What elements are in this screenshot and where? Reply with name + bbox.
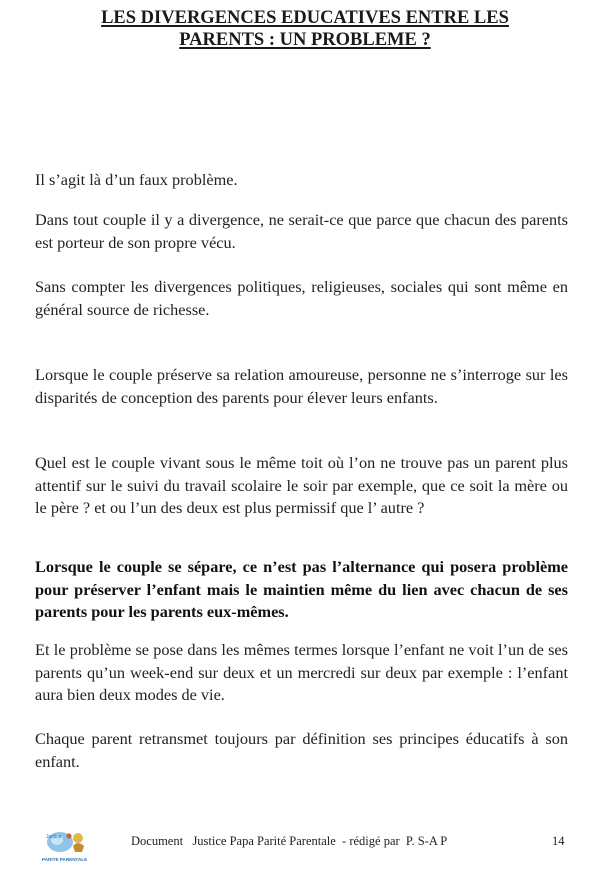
paragraph-6-emphasis: Lorsque le couple se sépare, ce n’est pas l’alternance qui posera problème pour préserver l’enfant mais le maintien même du lien avec chacun de ses parents pour les parents eux-mêmes. [35, 557, 568, 621]
page-title-line-1: LES DIVERGENCES EDUCATIVES ENTRE LES [101, 8, 509, 28]
paragraph-2: Dans tout couple il y a divergence, ne serait-ce que parce que chacun des parents est porteur de son propre vécu. [35, 210, 568, 252]
paragraph-5: Quel est le couple vivant sous le même toit où l’on ne trouve pas un parent plus attentif sur le suivi du travail scolaire le soir par exemple, que ce soit la mère ou le père ? et ou l’un des deux est plus permissif que l’ autre ? [35, 453, 568, 517]
page-title [40, 7, 570, 51]
footer-text: Document Justice Papa Parité Parentale - rédigé par P. S-A P [131, 834, 448, 848]
logo-text-justice: Justice [46, 834, 62, 840]
justice-papa-logo [40, 828, 100, 864]
page-number: 14 [552, 834, 565, 848]
logo-text-parite: PARITE PARENTALE [42, 857, 88, 862]
paragraph-8: Chaque parent retransmet toujours par définition ses principes éducatifs à son enfant. [35, 729, 568, 771]
paragraph-1: Il s’agit là d’un faux problème. [35, 170, 238, 189]
page-footer [0, 826, 597, 866]
paragraph-4: Lorsque le couple préserve sa relation amoureuse, personne ne s’interroge sur les disparités de conception des parents pour élever leurs enfants. [35, 365, 568, 407]
paragraph-7: Et le problème se pose dans les mêmes termes lorsque l’enfant ne voit l’un de ses parents qu’un week-end sur deux et un mercredi sur deux par exemple : l’enfant aura bien deux modes de vie. [35, 640, 568, 704]
page-title-line-2: PARENTS : UN PROBLEME ? [179, 30, 431, 50]
paragraph-3: Sans compter les divergences politiques, religieuses, sociales qui sont même en général source de richesse. [35, 277, 568, 319]
